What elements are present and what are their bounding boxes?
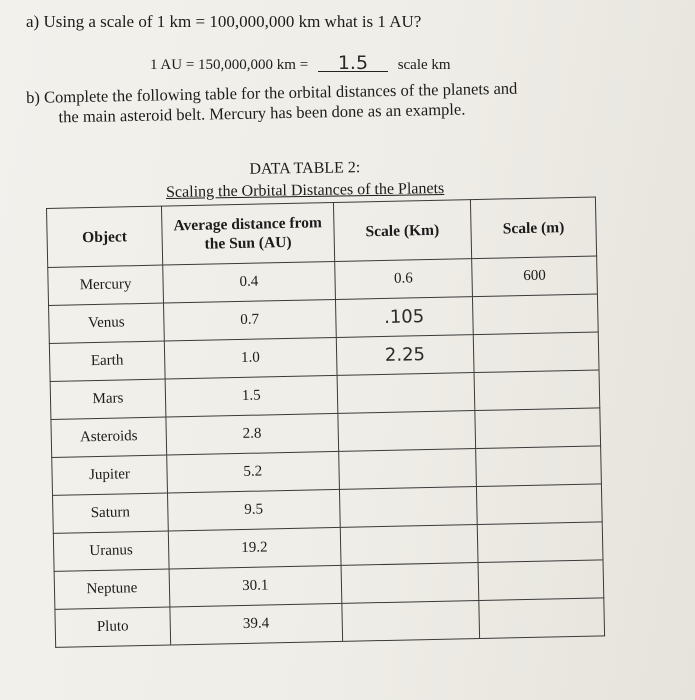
question-a: a) Using a scale of 1 km = 100,000,000 km what is 1 AU?: [26, 12, 422, 31]
answer-unit: scale km: [397, 57, 451, 73]
cell-object[interactable]: Asteroids: [51, 417, 167, 457]
cell-scale-m[interactable]: [478, 560, 604, 601]
table-body: [48, 256, 605, 647]
cell-au[interactable]: 30.1: [169, 565, 342, 607]
cell-scale-km[interactable]: [338, 411, 476, 452]
question-b-line2: the main asteroid belt. Mercury has been done as an example.: [58, 99, 466, 127]
cell-scale-km[interactable]: [337, 373, 475, 414]
cell-object[interactable]: Uranus: [53, 531, 169, 571]
cell-scale-km[interactable]: [342, 601, 480, 642]
cell-au[interactable]: 5.2: [167, 451, 340, 493]
cell-au[interactable]: 39.4: [170, 603, 343, 645]
cell-scale-km[interactable]: [339, 487, 477, 528]
cell-au[interactable]: 2.8: [166, 413, 339, 455]
cell-scale-m[interactable]: 600: [472, 256, 598, 297]
cell-scale-km[interactable]: 2.25: [336, 335, 474, 376]
question-b: [26, 77, 617, 128]
header-scale-km: Scale (Km): [333, 200, 471, 262]
cell-au[interactable]: 9.5: [167, 489, 340, 531]
header-scale-m: Scale (m): [470, 197, 596, 259]
cell-scale-km[interactable]: .105: [335, 297, 473, 338]
cell-object[interactable]: Saturn: [53, 493, 169, 533]
table-title: DATA TABLE 2:: [249, 159, 361, 178]
cell-scale-m[interactable]: [475, 408, 601, 449]
cell-scale-km[interactable]: [338, 449, 476, 490]
cell-au[interactable]: 1.5: [165, 375, 338, 417]
cell-scale-m[interactable]: [476, 446, 602, 487]
cell-au[interactable]: 1.0: [164, 337, 337, 379]
cell-object[interactable]: Mars: [50, 379, 166, 419]
cell-scale-m[interactable]: [472, 294, 598, 335]
table-heading: [140, 156, 471, 205]
cell-scale-km[interactable]: [340, 525, 478, 566]
cell-object[interactable]: Mercury: [48, 265, 164, 305]
table-subtitle: Scaling the Orbital Distances of the Planets: [165, 180, 445, 201]
data-table-container: [46, 196, 605, 647]
question-b-line1: b) Complete the following table for the orbital distances of the planets and: [26, 78, 518, 107]
cell-scale-m[interactable]: [474, 370, 600, 411]
cell-object[interactable]: Venus: [49, 303, 165, 343]
data-table: [46, 196, 605, 647]
header-average-distance: Average distance from the Sun (AU): [161, 202, 334, 265]
header-object: Object: [47, 206, 163, 267]
question-a-equation: [150, 52, 451, 74]
cell-object[interactable]: Pluto: [55, 607, 171, 647]
cell-scale-m[interactable]: [479, 598, 605, 639]
cell-au[interactable]: 0.7: [163, 299, 336, 341]
cell-au[interactable]: 0.4: [163, 261, 336, 303]
handwritten-answer: 1.5: [318, 55, 388, 72]
cell-scale-m[interactable]: [476, 484, 602, 525]
cell-scale-km[interactable]: 0.6: [334, 259, 472, 300]
cell-au[interactable]: 19.2: [168, 527, 341, 569]
cell-scale-km[interactable]: [341, 563, 479, 604]
cell-scale-m[interactable]: [477, 522, 603, 563]
cell-object[interactable]: Jupiter: [52, 455, 168, 495]
cell-scale-m[interactable]: [473, 332, 599, 373]
cell-object[interactable]: Neptune: [54, 569, 170, 609]
cell-object[interactable]: Earth: [49, 341, 165, 381]
equation-left: 1 AU = 150,000,000 km =: [150, 57, 309, 73]
